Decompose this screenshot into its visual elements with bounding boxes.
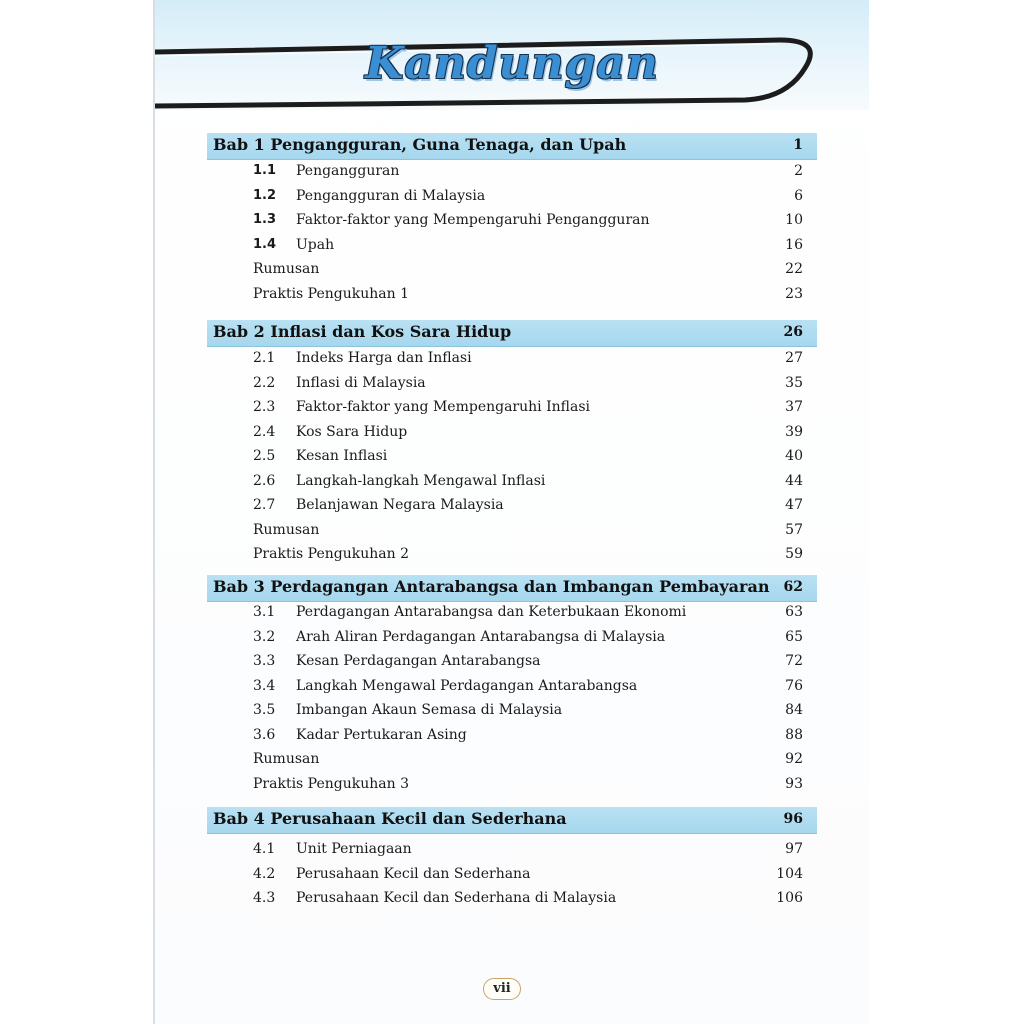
- section-title: Pengangguran di Malaysia: [296, 188, 486, 204]
- toc-entry[interactable]: [207, 237, 803, 259]
- section-title: Unit Perniagaan: [296, 841, 412, 857]
- toc-entry[interactable]: [207, 653, 803, 675]
- chapter-page-number: 26: [783, 324, 803, 340]
- section-page-number: 47: [785, 497, 803, 513]
- section-title: Praktis Pengukuhan 1: [253, 286, 409, 302]
- chapter-header-bab-4[interactable]: [207, 807, 817, 834]
- chapter-title: Bab 2 Inflasi dan Kos Sara Hidup: [213, 322, 512, 341]
- section-page-number: 16: [785, 237, 803, 253]
- section-page-number: 44: [785, 473, 803, 489]
- section-page-number: 6: [794, 188, 803, 204]
- chapter-page-number: 1: [793, 137, 803, 153]
- section-number: 3.3: [253, 653, 276, 669]
- section-title: Perusahaan Kecil dan Sederhana di Malaysia: [296, 890, 617, 906]
- toc-entry[interactable]: [207, 163, 803, 185]
- section-page-number: 63: [785, 604, 803, 620]
- chapter-page-number: 96: [783, 811, 803, 827]
- section-title: Praktis Pengukuhan 2: [253, 546, 409, 562]
- toc-entry[interactable]: [207, 678, 803, 700]
- page-edge: [153, 0, 155, 1024]
- section-title: Arah Aliran Perdagangan Antarabangsa di Malaysia: [296, 629, 666, 645]
- section-page-number: 76: [785, 678, 803, 694]
- table-of-contents: [155, 0, 869, 1024]
- section-number: 3.5: [253, 702, 276, 718]
- section-page-number: 97: [785, 841, 803, 857]
- chapter-title: Bab 4 Perusahaan Kecil dan Sederhana: [213, 809, 567, 828]
- section-title: Rumusan: [253, 751, 320, 767]
- toc-entry[interactable]: [207, 604, 803, 626]
- toc-entry[interactable]: [207, 890, 803, 912]
- section-title: Perusahaan Kecil dan Sederhana: [296, 866, 531, 882]
- toc-entry[interactable]: [207, 424, 803, 446]
- toc-entry[interactable]: [207, 375, 803, 397]
- section-title: Praktis Pengukuhan 3: [253, 776, 409, 792]
- toc-entry[interactable]: [207, 866, 803, 888]
- page-title: Kandungan: [365, 38, 659, 89]
- section-title: Rumusan: [253, 522, 320, 538]
- section-page-number: 72: [785, 653, 803, 669]
- toc-entry[interactable]: [207, 286, 803, 308]
- section-title: Faktor-faktor yang Mempengaruhi Inflasi: [296, 399, 590, 415]
- toc-entry[interactable]: [207, 522, 803, 544]
- section-title: Kos Sara Hidup: [296, 424, 408, 440]
- section-title: Rumusan: [253, 261, 320, 277]
- section-page-number: 10: [785, 212, 803, 228]
- section-page-number: 84: [785, 702, 803, 718]
- section-page-number: 39: [785, 424, 803, 440]
- section-title: Upah: [296, 237, 335, 253]
- section-number: 2.1: [253, 350, 276, 366]
- section-page-number: 35: [785, 375, 803, 391]
- right-margin: [869, 0, 1024, 1024]
- section-number: 2.5: [253, 448, 276, 464]
- section-title: Kadar Pertukaran Asing: [296, 727, 467, 743]
- toc-entry[interactable]: [207, 497, 803, 519]
- toc-entry[interactable]: [207, 776, 803, 798]
- section-number: 2.3: [253, 399, 276, 415]
- section-page-number: 40: [785, 448, 803, 464]
- section-page-number: 88: [785, 727, 803, 743]
- left-margin: [0, 0, 155, 1024]
- toc-entry[interactable]: [207, 212, 803, 234]
- section-page-number: 59: [785, 546, 803, 562]
- section-title: Langkah-langkah Mengawal Inflasi: [296, 473, 546, 489]
- section-title: Inflasi di Malaysia: [296, 375, 426, 391]
- section-number: 3.1: [253, 604, 276, 620]
- section-number: 1.2: [253, 188, 277, 203]
- section-title: Indeks Harga dan Inflasi: [296, 350, 472, 366]
- toc-entry[interactable]: [207, 702, 803, 724]
- section-number: 3.2: [253, 629, 276, 645]
- chapter-header-bab-3[interactable]: [207, 575, 817, 602]
- section-number: 2.7: [253, 497, 276, 513]
- section-number: 4.2: [253, 866, 276, 882]
- section-number: 2.6: [253, 473, 276, 489]
- chapter-title: Bab 1 Pengangguran, Guna Tenaga, dan Upah: [213, 135, 627, 154]
- section-number: 4.1: [253, 841, 276, 857]
- toc-entry[interactable]: [207, 188, 803, 210]
- section-title: Kesan Perdagangan Antarabangsa: [296, 653, 541, 669]
- chapter-header-bab-1[interactable]: [207, 133, 817, 160]
- toc-entry[interactable]: [207, 629, 803, 651]
- section-page-number: 65: [785, 629, 803, 645]
- toc-entry[interactable]: [207, 727, 803, 749]
- chapter-header-bab-2[interactable]: [207, 320, 817, 347]
- section-title: Pengangguran: [296, 163, 400, 179]
- section-title: Langkah Mengawal Perdagangan Antarabangsa: [296, 678, 638, 694]
- section-page-number: 92: [785, 751, 803, 767]
- section-number: 4.3: [253, 890, 276, 906]
- section-page-number: 106: [776, 890, 803, 906]
- section-page-number: 37: [785, 399, 803, 415]
- toc-entry[interactable]: [207, 473, 803, 495]
- section-page-number: 2: [794, 163, 803, 179]
- book-page: [155, 0, 869, 1024]
- toc-entry[interactable]: [207, 399, 803, 421]
- section-number: 1.4: [253, 237, 277, 252]
- section-page-number: 22: [785, 261, 803, 277]
- chapter-title: Bab 3 Perdagangan Antarabangsa dan Imbangan Pembayaran: [213, 577, 770, 596]
- toc-entry[interactable]: [207, 751, 803, 773]
- section-page-number: 23: [785, 286, 803, 302]
- section-number: 1.3: [253, 212, 277, 227]
- toc-entry[interactable]: [207, 841, 803, 863]
- toc-entry[interactable]: [207, 448, 803, 470]
- section-number: 3.4: [253, 678, 276, 694]
- section-number: 1.1: [253, 163, 277, 178]
- toc-entry[interactable]: [207, 261, 803, 283]
- section-page-number: 104: [776, 866, 803, 882]
- section-number: 2.2: [253, 375, 276, 391]
- chapter-page-number: 62: [783, 579, 803, 595]
- page-number-badge: vii: [483, 978, 521, 1000]
- section-page-number: 93: [785, 776, 803, 792]
- section-title: Imbangan Akaun Semasa di Malaysia: [296, 702, 563, 718]
- section-number: 2.4: [253, 424, 276, 440]
- section-title: Faktor-faktor yang Mempengaruhi Pengangguran: [296, 212, 650, 228]
- section-title: Perdagangan Antarabangsa dan Keterbukaan Ekonomi: [296, 604, 687, 620]
- section-number: 3.6: [253, 727, 276, 743]
- section-title: Kesan Inflasi: [296, 448, 388, 464]
- toc-entry[interactable]: [207, 546, 803, 568]
- section-page-number: 57: [785, 522, 803, 538]
- section-title: Belanjawan Negara Malaysia: [296, 497, 504, 513]
- toc-entry[interactable]: [207, 350, 803, 372]
- section-page-number: 27: [785, 350, 803, 366]
